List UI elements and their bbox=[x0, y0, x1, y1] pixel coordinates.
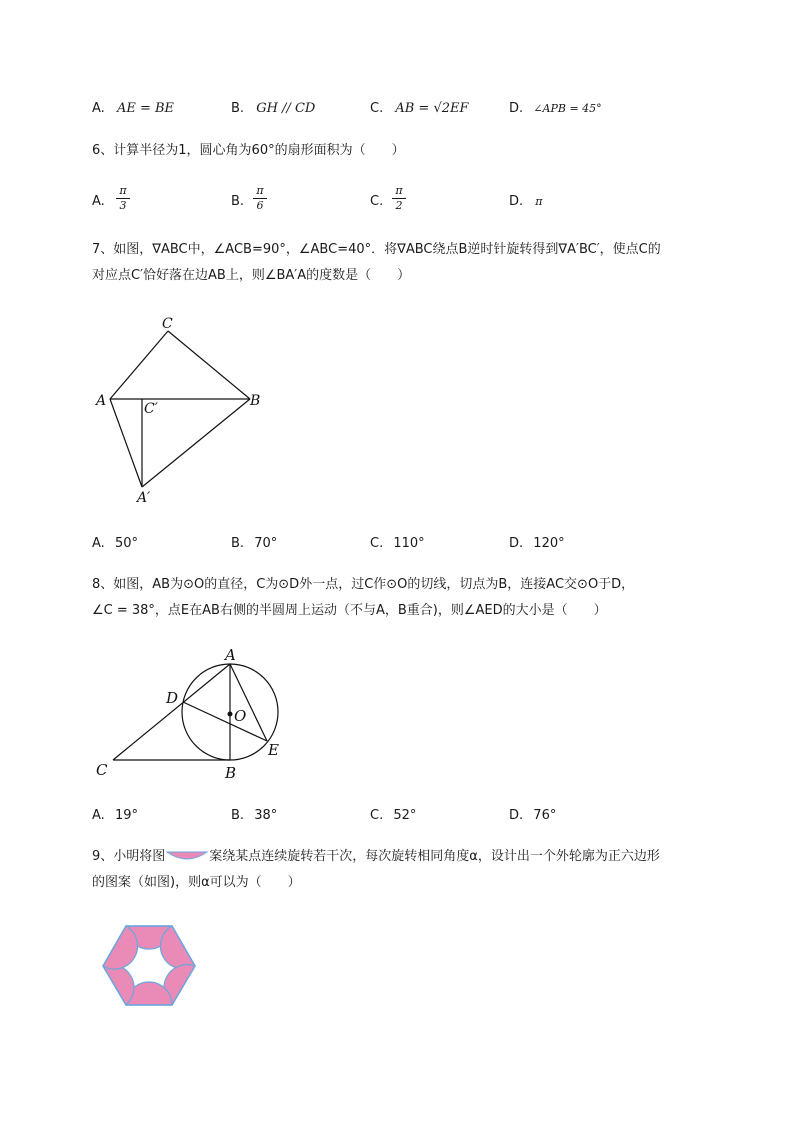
q7-label-a: A bbox=[96, 393, 107, 409]
q6-option-b-num: π bbox=[253, 184, 267, 199]
q8-option-c-label: C. bbox=[370, 808, 384, 823]
q6-option-a-num: π bbox=[116, 184, 130, 199]
q6-option-c-num: π bbox=[392, 184, 406, 199]
q7-option-a-text: 50° bbox=[114, 536, 138, 551]
q7-option-c-label: C. bbox=[370, 536, 384, 551]
q9-stem-line2: 的图案（如图)，则α可以为（ ） bbox=[92, 875, 301, 890]
q7-label-b: B bbox=[250, 393, 261, 409]
q8-option-c-text: 52° bbox=[393, 808, 417, 823]
q5-option-b-label: B. bbox=[231, 101, 245, 116]
q7-option-b-label: B. bbox=[231, 536, 245, 551]
q6-option-a-den: 3 bbox=[119, 199, 127, 212]
q8-label-c: C bbox=[96, 761, 108, 779]
q8-option-a-text: 19° bbox=[114, 808, 138, 823]
q7-stem-line2: 对应点C′恰好落在边AB上，则∠BA′A的度数是（ ） bbox=[92, 268, 411, 283]
q7-option-a-label: A. bbox=[92, 536, 105, 551]
q7-label-a-prime: A′ bbox=[137, 490, 151, 506]
q8-option-b-label: B. bbox=[231, 808, 245, 823]
q8-stem-line2: ∠C = 38°，点E在AB右侧的半圆周上运动（不与A，B重合)，则∠AED的大小是（ ） bbox=[92, 603, 607, 618]
q9-petal-upper-right bbox=[160, 926, 195, 969]
q7-option-b-text: 70° bbox=[254, 536, 278, 551]
q8-label-o: O bbox=[234, 707, 247, 725]
q5-option-a-label: A. bbox=[92, 101, 105, 116]
q5-option-d-text: ∠APB = 45° bbox=[533, 102, 602, 115]
q8-option-d-text: 76° bbox=[533, 808, 557, 823]
q7-label-c-prime: C′ bbox=[144, 401, 158, 417]
q9-petal-lower-left bbox=[103, 965, 134, 1005]
q7-stem-line1: 7、如图，∇ABC中，∠ACB=90°，∠ABC=40°．将∇ABC绕点B逆时针旋转得到∇A′BC′，使点C的 bbox=[92, 242, 661, 257]
q7-option-d-text: 120° bbox=[533, 536, 565, 551]
q8-label-b: B bbox=[225, 764, 237, 782]
q5-option-b-text: GH // CD bbox=[256, 101, 316, 116]
q8-label-d: D bbox=[166, 689, 179, 707]
q6-option-b-label[interactable]: B. bbox=[231, 194, 245, 209]
q9-stem-part1: 9、小明将图 bbox=[92, 849, 166, 864]
q8-option-a-label: A. bbox=[92, 808, 105, 823]
q6-option-b-den: 6 bbox=[256, 199, 264, 212]
q8-option-d-label: D. bbox=[509, 808, 524, 823]
q7-option-c-text: 110° bbox=[393, 536, 425, 551]
q5-option-d-label: D. bbox=[509, 101, 524, 116]
q8-option-b-text: 38° bbox=[254, 808, 278, 823]
q8-label-e: E bbox=[268, 741, 279, 759]
q8-label-a: A bbox=[225, 646, 236, 664]
q6-option-d-text: π bbox=[535, 195, 543, 208]
q9-stem-part2: 案绕某点连续旋转若干次，每次旋转相同角度α，设计出一个外轮廓为正六边形 bbox=[209, 849, 660, 864]
q6-stem: 6、计算半径为1，圆心角为60°的扇形面积为（ ） bbox=[92, 143, 405, 158]
q5-option-a-text: AE = BE bbox=[116, 101, 175, 116]
q9-petal-upper-left bbox=[103, 926, 138, 969]
q6-option-d-label: D. bbox=[509, 194, 524, 209]
q6-option-c-label[interactable]: C. bbox=[370, 194, 384, 209]
q5-option-c-label: C. bbox=[370, 101, 384, 116]
q6-option-c-den: 2 bbox=[395, 199, 403, 212]
q8-stem-line1: 8、如图，AB为⊙O的直径，C为⊙D外一点，过C作⊙O的切线，切点为B，连接AC交⊙O于D， bbox=[92, 577, 635, 592]
q5-option-c-text: AB = √2EF bbox=[395, 101, 469, 116]
q6-option-a-label[interactable]: A. bbox=[92, 194, 105, 209]
q7-label-c: C bbox=[162, 316, 173, 332]
q7-option-d-label: D. bbox=[509, 536, 524, 551]
